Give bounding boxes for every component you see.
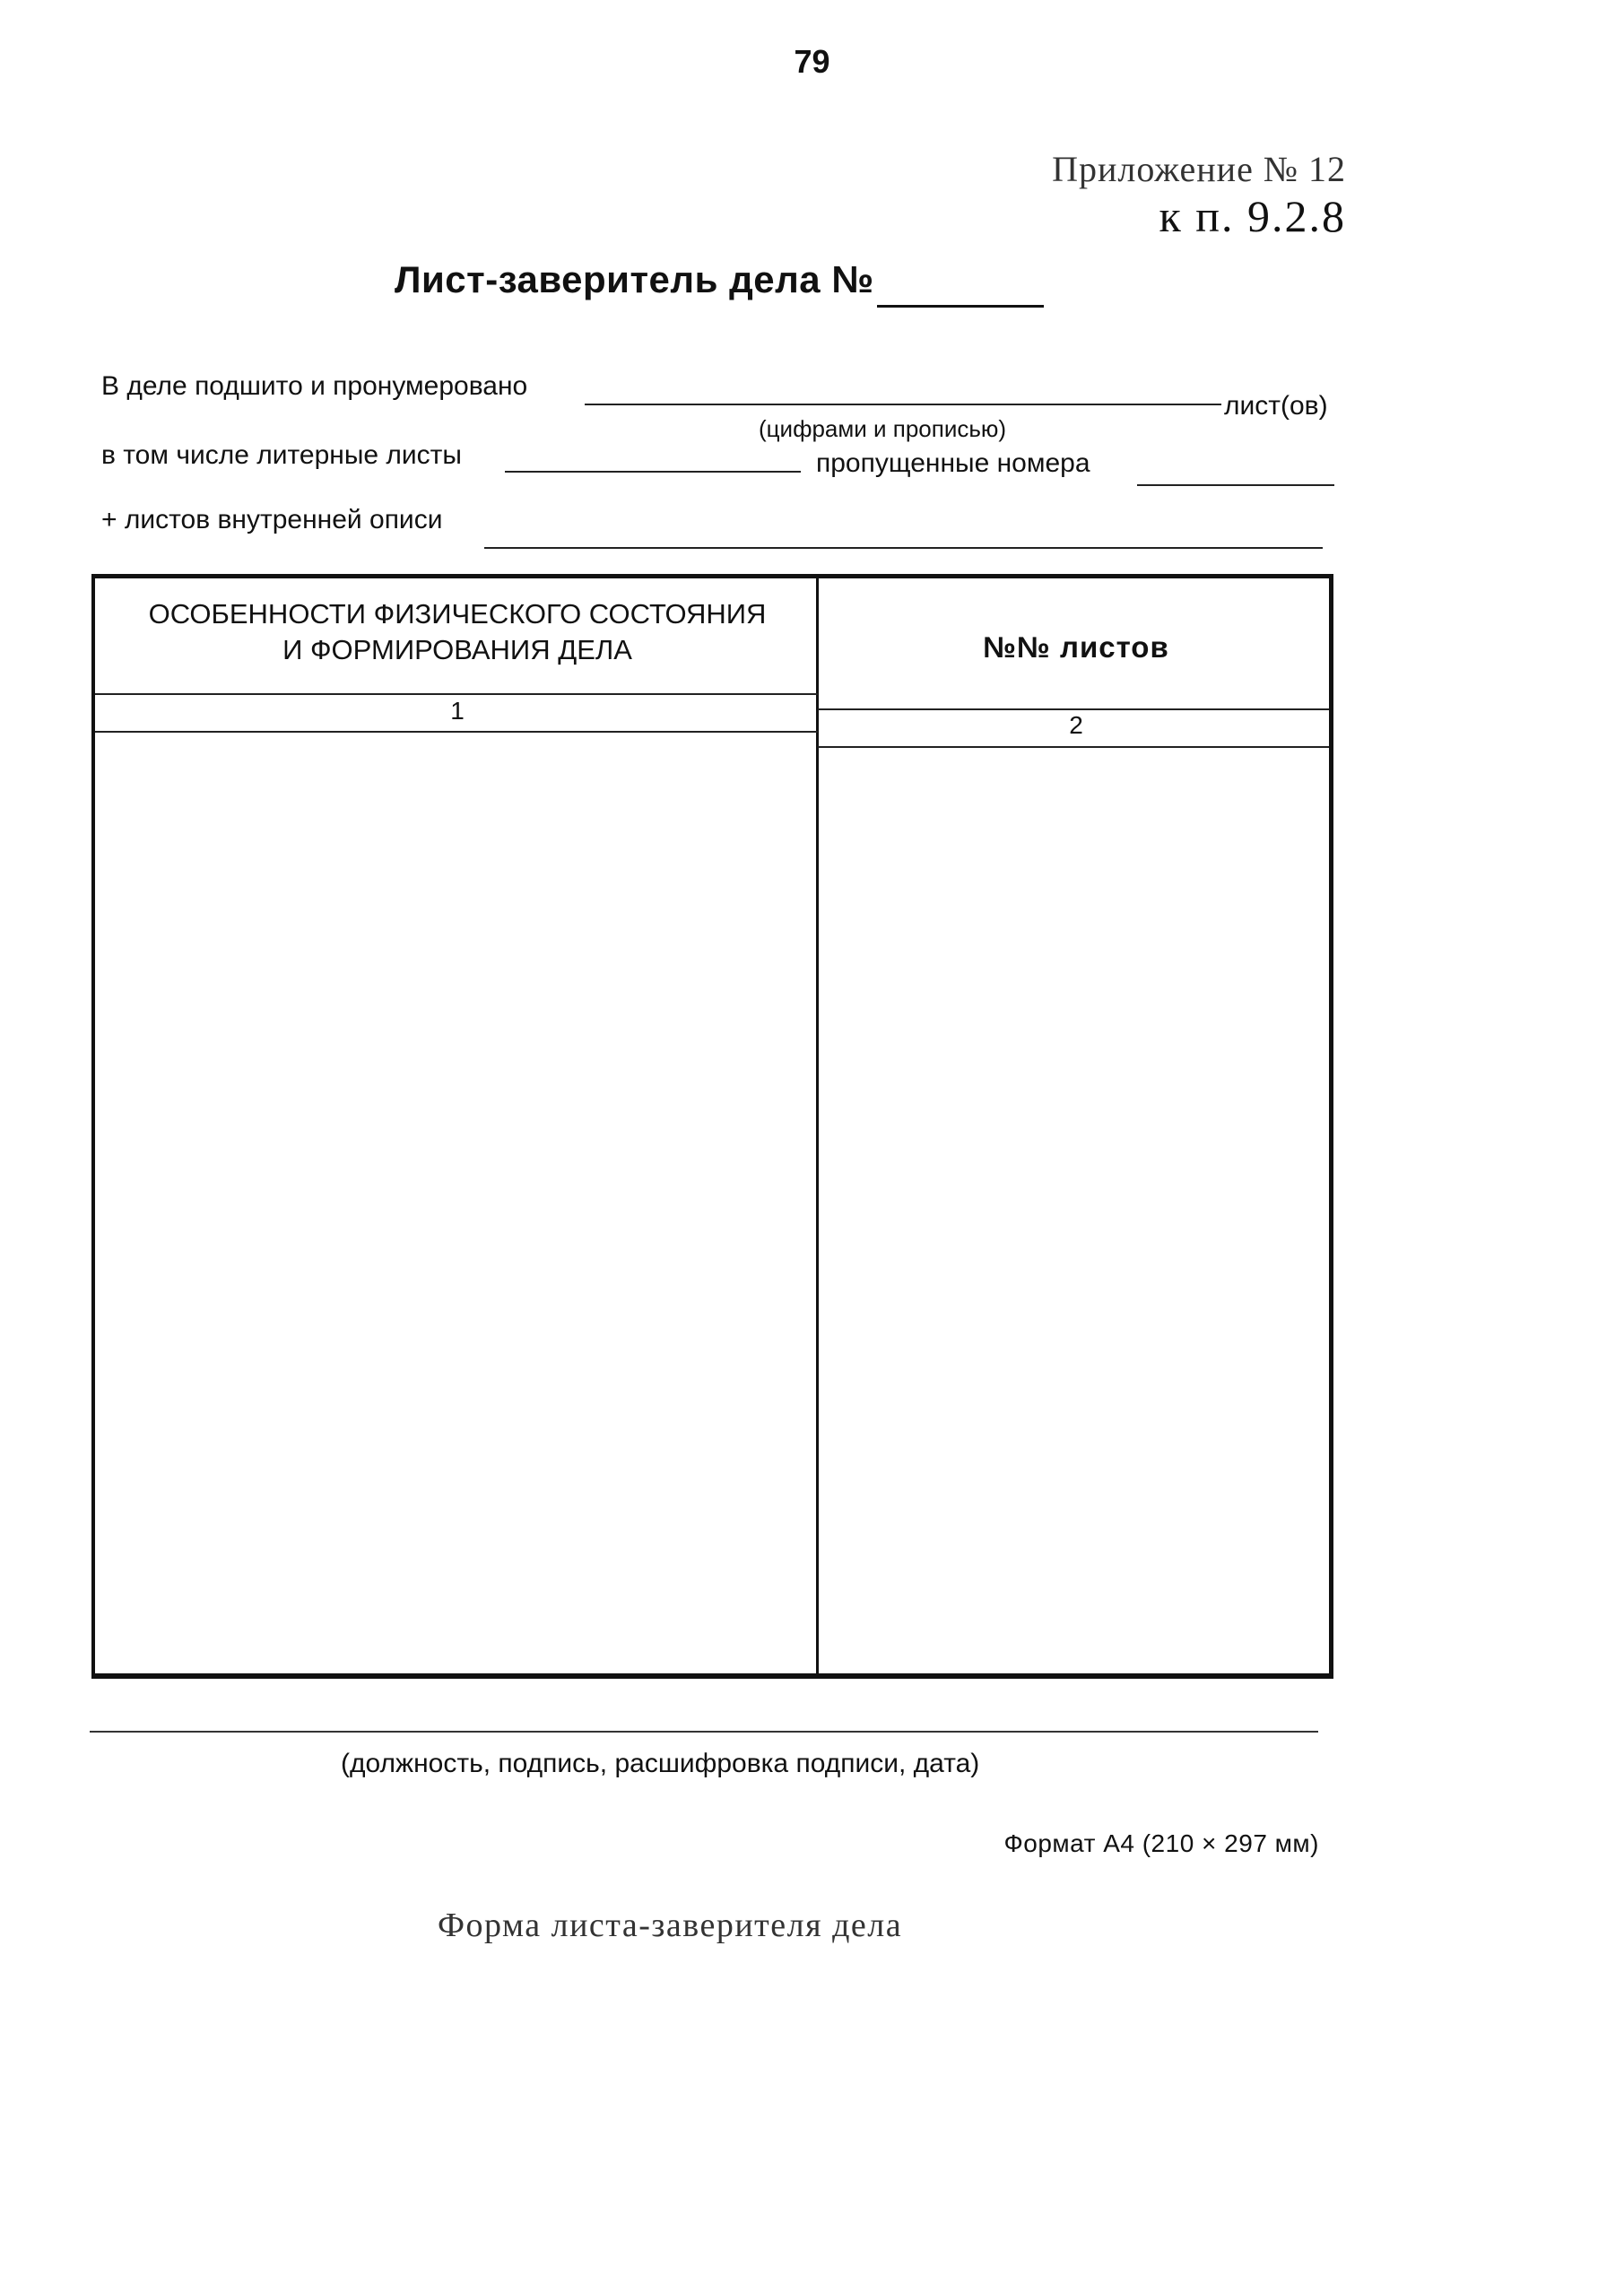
col2-header: №№ листов [983,630,1169,664]
col1-header-line2: И ФОРМИРОВАНИЯ ДЕЛА [282,634,632,665]
format-note: Формат А4 (210 × 297 мм) [1003,1829,1319,1857]
signature-line [90,1731,1318,1733]
number-row-line-left [95,731,818,733]
bound-numbered-label: В деле подшито и пронумеровано [101,371,528,401]
header-bottom-line-left [95,693,818,695]
internal-inventory-label: + листов внутренней описи [101,505,443,534]
letter-sheets-line [505,471,801,473]
signature-hint: (должность, подпись, расшифровка подписи, дата) [341,1749,980,1778]
col1-number: 1 [450,697,465,725]
case-number-line [877,305,1044,308]
header-bottom-line-right [818,708,1329,710]
sheets-suffix: лист(ов) [1224,391,1328,421]
skipped-numbers-label: пропущенные номера [816,448,1090,478]
page-number: 79 [794,43,830,80]
clause-reference: к п. 9.2.8 [1159,191,1346,241]
letter-sheets-label: в том числе литерные листы [101,440,462,470]
table-column-divider [816,578,819,1674]
col1-header-line1: ОСОБЕННОСТИ ФИЗИЧЕСКОГО СОСТОЯНИЯ [148,598,767,630]
internal-inventory-line [484,547,1323,549]
col2-number: 2 [1069,711,1083,739]
form-title: Лист-заверитель дела № [395,258,874,300]
appendix-label: Приложение № 12 [1052,149,1346,189]
form-caption: Форма листа-заверителя дела [438,1907,903,1944]
digits-words-hint: (цифрами и прописью) [759,415,1007,442]
skipped-numbers-line [1137,484,1334,486]
bound-numbered-line [585,404,1221,405]
number-row-line-right [818,746,1329,748]
